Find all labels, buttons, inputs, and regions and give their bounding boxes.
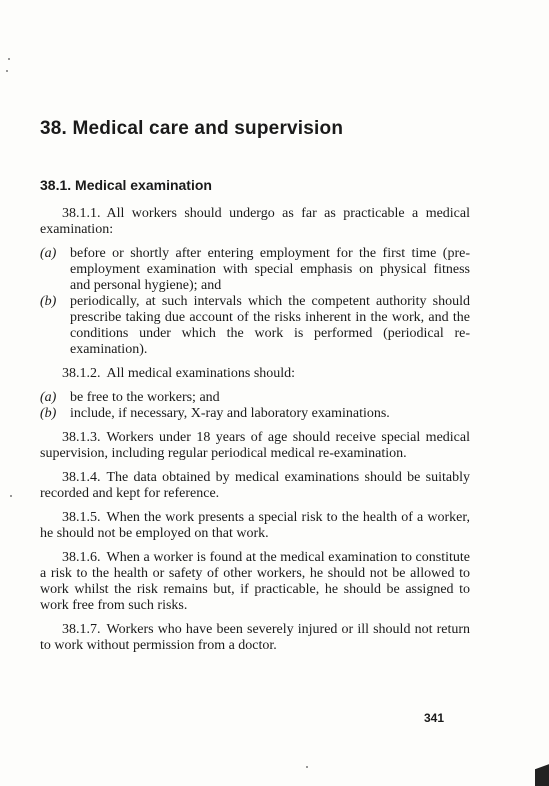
paragraph-number: 38.1.4. xyxy=(62,470,101,485)
scan-speck xyxy=(8,58,10,60)
list-item-mark: a xyxy=(44,390,52,405)
list-item-text: periodically, at such intervals which the competent authority should prescribe taking due account of the risks inherent in the work, and the conditions under which the work is performed (periodical re-examination). xyxy=(70,294,470,357)
list-38-1-2 xyxy=(40,390,470,422)
scan-speck xyxy=(6,70,8,72)
chapter-title: 38. Medical care and supervision xyxy=(40,118,344,139)
list-item: (a) before or shortly after entering employment for the first time (pre-employment examination with special emphasis on physical fitness and personal hygiene); and xyxy=(40,246,470,293)
section-title: 38.1. Medical examination xyxy=(40,177,212,193)
page-corner-shadow xyxy=(535,742,549,786)
list-item-mark: b xyxy=(44,406,52,421)
paragraph-number: 38.1.5. xyxy=(62,510,101,525)
paragraph-38-1-3 xyxy=(40,430,470,462)
paragraph-38-1-1 xyxy=(40,206,470,238)
paragraph-38-1-5 xyxy=(40,510,470,542)
paragraph-text: When a worker is found at the medical examination to constitute a risk to the health or safety of other workers, he should not be allowed to work whilst the risk remains but, if practicable, he should be assigned to work free from such risks. xyxy=(40,550,470,613)
scan-speck xyxy=(306,766,308,768)
list-item: (a) be free to the workers; and xyxy=(40,390,470,406)
list-item-text: before or shortly after entering employment for the first time (pre-employment examination with special emphasis on physical fitness and personal hygiene); and xyxy=(70,246,470,293)
paragraph-text: Workers who have been severely injured or ill should not return to work without permission from a doctor. xyxy=(40,622,470,653)
list-item-text: include, if necessary, X-ray and laboratory examinations. xyxy=(70,406,390,421)
section-body xyxy=(40,206,470,662)
list-item-mark: a xyxy=(44,246,52,261)
paragraph-text: Workers under 18 years of age should receive special medical supervision, including regular periodical medical re-examination. xyxy=(40,430,470,461)
paragraph-38-1-7 xyxy=(40,622,470,654)
paragraph-38-1-2 xyxy=(40,366,470,382)
paragraph-number: 38.1.2. xyxy=(62,366,101,381)
list-38-1-1 xyxy=(40,246,470,358)
page-number: 341 xyxy=(424,711,445,725)
list-item: (b) periodically, at such intervals which the competent authority should prescribe taking due account of the risks inherent in the work, and the conditions under which the work is performed (periodical re-examination). xyxy=(40,294,470,357)
paragraph-number: 38.1.1. xyxy=(62,206,101,221)
paragraph-text: All medical examinations should: xyxy=(106,366,296,381)
paragraph-number: 38.1.7. xyxy=(62,622,101,637)
list-item-text: be free to the workers; and xyxy=(70,390,220,405)
paragraph-text: The data obtained by medical examinations should be suitably recorded and kept for reference. xyxy=(40,470,470,501)
paragraph-number: 38.1.3. xyxy=(62,430,101,445)
scan-speck xyxy=(10,495,12,497)
paragraph-number: 38.1.6. xyxy=(62,550,101,565)
paragraph-text: All workers should undergo as far as practicable a medical examination: xyxy=(40,206,470,237)
paragraph-38-1-6 xyxy=(40,550,470,614)
list-item-mark: b xyxy=(44,294,52,309)
list-item: (b) include, if necessary, X-ray and laboratory examinations. xyxy=(40,406,470,422)
paragraph-text: When the work presents a special risk to the health of a worker, he should not be employed on that work. xyxy=(40,510,470,541)
paragraph-38-1-4 xyxy=(40,470,470,502)
